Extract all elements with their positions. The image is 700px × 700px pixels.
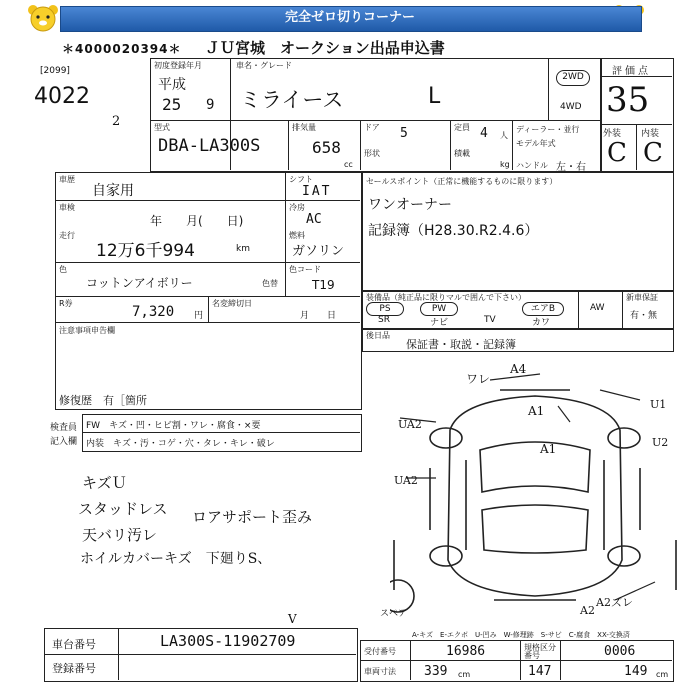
model-value: DBA-LA300S: [158, 136, 261, 156]
drive-2wd: 2WD: [556, 70, 590, 86]
doc-number: ＊4000020394＊: [62, 42, 182, 56]
equip-navi: ナビ: [430, 318, 449, 328]
mileage-value: 12万6千994: [96, 241, 195, 261]
load-unit: kg: [500, 160, 510, 169]
int-label: 内装: [641, 129, 660, 139]
capacity-label: 定員: [454, 123, 470, 132]
mark-ware: ワレ: [466, 372, 491, 386]
inspection-value: 年 月( 日): [150, 214, 244, 228]
handle-value: 左・右: [556, 162, 586, 173]
dims-label: 車両寸法: [364, 667, 396, 676]
chassis-value: LA300S-11902709: [160, 632, 296, 650]
form-title: ＪＵ宮城 オークション出品申込書: [205, 39, 445, 57]
inspect-row1: FW キズ・凹・ヒビ割・ワレ・腐食・×要: [86, 421, 261, 431]
color-label: 色: [59, 265, 67, 274]
engine-unit: cc: [344, 160, 353, 169]
score-value: 35: [606, 80, 650, 120]
mark-ua2-1: UA2: [398, 418, 422, 431]
mileage-label: 走行: [59, 231, 75, 240]
doors-value: 5: [400, 126, 408, 141]
inspect-row2-label: 記入欄: [50, 437, 78, 447]
dims-length: 339: [424, 664, 448, 679]
mark-a4: A4: [510, 362, 527, 376]
drive-4wd: 4WD: [560, 102, 582, 112]
shape-label: 形状: [364, 149, 380, 158]
reg-label: 初度登録年月: [154, 61, 202, 70]
int-value: C: [643, 138, 663, 168]
reg-year: 25: [162, 95, 182, 114]
bear-mascot-icon: [26, 3, 60, 33]
hand-line-4: ホイルカバーキズ 下廻りS、: [80, 551, 272, 567]
record-label-2: 規格区分番号: [524, 643, 556, 660]
documents-value: 保証書・取説・記録簿: [406, 338, 516, 351]
color-code-label: 色コード: [289, 265, 321, 274]
dims-unit-1: cm: [458, 670, 471, 679]
recycle-label: R券: [59, 299, 73, 308]
notes-label: 注意事項申告欄: [59, 326, 115, 335]
lot-number: 4022: [34, 84, 90, 109]
usage-value: 自家用: [92, 183, 134, 199]
car-name-label: 車名・グレード: [236, 61, 292, 70]
equip-pw: PW: [420, 302, 458, 316]
equip-leather: カワ: [532, 318, 551, 328]
equip-sr: SR: [378, 315, 390, 325]
sales-line1: ワンオーナー: [368, 197, 452, 213]
car-name: ミライース: [240, 88, 344, 112]
transfer-label: 名変締切日: [212, 299, 252, 308]
new-warranty-value: 有・無: [630, 311, 658, 321]
record-value-1: 16986: [446, 644, 486, 659]
engine-value: 658: [312, 138, 341, 157]
banner-title: 完全ゼロ切りコーナー: [284, 10, 415, 25]
sales-label: セールスポイント（正常に機能するものに限ります）: [366, 177, 558, 186]
dims-width: 147: [528, 664, 552, 679]
hand-line-1: キズＵ: [82, 474, 127, 492]
inspection-label: 車検: [59, 203, 75, 212]
mileage-unit: km: [236, 244, 250, 254]
handle-label: ハンドル: [516, 161, 548, 170]
repair-history: 修復歴 有［箇所: [59, 394, 147, 407]
registration-label: 登録番号: [52, 662, 96, 675]
sales-line2: 記録簿（H28.30.R2.4.6）: [368, 223, 539, 239]
equipment-label: 装備品（純正品に限りマルで囲んで下さい）: [366, 293, 526, 302]
dealer-label: ディーラー・並行: [516, 125, 580, 134]
equip-airbag: エアB: [522, 302, 564, 316]
recycle-value: 7,320: [132, 304, 175, 320]
mark-a2-shift: A2ズレ: [596, 596, 633, 609]
shift-label: シフト: [289, 175, 313, 184]
equip-ps: PS: [366, 302, 404, 316]
ac-label: 冷房: [289, 203, 305, 212]
chassis-label: 車台番号: [52, 638, 96, 651]
model-year-label: モデル年式: [516, 139, 556, 148]
score-label: 評価点: [612, 66, 651, 77]
model-label: 型式: [154, 123, 170, 132]
lot-code: [2099]: [40, 66, 70, 76]
dims-unit-3: cm: [656, 670, 669, 679]
mark-u2: U2: [652, 436, 669, 449]
reg-era: 平成: [158, 77, 186, 93]
color-value: コットンアイボリー: [86, 276, 193, 290]
transfer-value: 月 日: [300, 311, 337, 321]
load-label: 積載: [454, 149, 470, 158]
usage-label: 車歴: [59, 175, 75, 184]
inspect-row2: 内装 キズ・汚・コゲ・穴・タレ・キレ・破レ: [86, 439, 275, 449]
mark-u1: U1: [650, 398, 667, 411]
doors-label: ドア: [364, 123, 380, 132]
fuel-label: 燃料: [289, 231, 305, 240]
mark-v: V: [288, 612, 297, 626]
ext-label: 外装: [603, 129, 622, 139]
equip-tv: TV: [484, 315, 496, 325]
mark-a2: A2: [580, 604, 595, 617]
mark-a1-1: A1: [528, 404, 545, 418]
documents-label: 後日品: [366, 331, 390, 340]
fuel-value: ガソリン: [292, 244, 345, 259]
recycle-unit: 円: [194, 311, 204, 321]
hand-line-2: スタッドレス: [78, 500, 168, 518]
record-value-2: 0006: [604, 644, 636, 659]
car-grade: L: [428, 84, 441, 109]
engine-label: 排気量: [292, 123, 316, 132]
spare-label: スペア: [380, 609, 408, 619]
hand-line-3: 天バリ汚レ: [82, 526, 158, 544]
ac-value: AC: [306, 212, 322, 227]
ext-value: C: [607, 138, 627, 168]
lot-mark: 2: [112, 114, 121, 129]
car-damage-diagram: [390, 360, 680, 622]
record-label-1: 受付番号: [364, 647, 396, 656]
equip-aw: AW: [590, 303, 605, 313]
hand-note: ロアサポート歪み: [192, 508, 313, 526]
mark-a1-2: A1: [540, 442, 557, 456]
color-code-value: T19: [312, 278, 335, 292]
shift-value: IAT: [302, 184, 332, 199]
capacity-unit: 人: [500, 131, 508, 140]
capacity-value: 4: [480, 126, 488, 141]
damage-legend: A-キズ E-エクボ U-凹み W-修理跡 S-サビ C-腐食 XX-交換済: [412, 631, 630, 639]
dims-height: 149: [624, 664, 648, 679]
inspect-row1-label: 検査員: [50, 423, 78, 433]
color-code-cat: 色替: [262, 279, 278, 288]
new-warranty-label: 新車保証: [626, 293, 658, 302]
mark-ua2-2: UA2: [394, 474, 418, 487]
reg-month: 9: [206, 97, 215, 113]
